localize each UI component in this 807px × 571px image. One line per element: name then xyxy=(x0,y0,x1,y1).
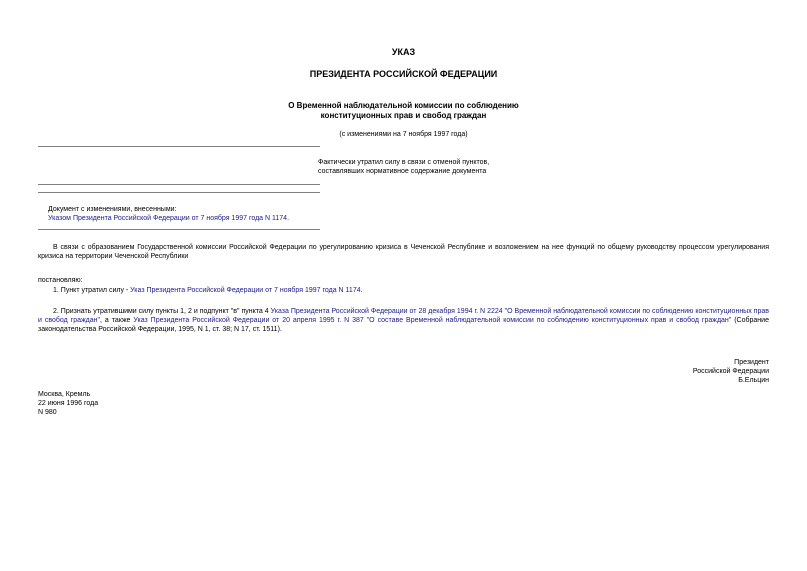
item-2 xyxy=(38,307,769,334)
divider xyxy=(38,146,320,147)
divider xyxy=(38,184,320,185)
decree-word: постановляю: xyxy=(38,277,83,284)
item-2-link-decree-2224[interactable]: Указа Президента Российской Федерации от 28 декабря 1994 г. N 2224 "О Временной наблюдательной комиссии по соблюдению конституционных прав и свобод граждан" xyxy=(38,308,769,325)
footer-date: 22 июня 1996 года xyxy=(38,400,99,408)
status-note-line1: Фактически утратил силу в связи с отменой пунктов, xyxy=(318,159,490,166)
footer-number: N 980 xyxy=(38,409,57,417)
divider xyxy=(38,192,320,193)
item-2-mid: , а также xyxy=(100,317,134,325)
signature-block xyxy=(693,358,769,385)
document-type-title: УКАЗ xyxy=(391,47,416,57)
signature-line1: Президент xyxy=(734,359,769,366)
item-1-prefix: 1. Пункт утратил силу - xyxy=(53,287,131,294)
document-subtitle-line1: О Временной наблюдательной комиссии по соблюдению xyxy=(288,101,519,110)
issuer-title: ПРЕЗИДЕНТА РОССИЙСКОЙ ФЕДЕРАЦИИ xyxy=(309,69,498,79)
signature-line2: Российской Федерации xyxy=(692,368,769,376)
amendments-note: (с изменениями на 7 ноября 1997 года) xyxy=(339,131,468,138)
divider xyxy=(38,229,320,230)
document-subtitle-line2: конституционных прав и свобод граждан xyxy=(320,111,487,120)
status-note xyxy=(318,158,489,176)
changes-label: Документ с изменениями, внесенными: xyxy=(48,206,177,213)
item-1-link[interactable]: Указ Президента Российской Федерации от 7 ноября 1997 года N 1174 xyxy=(130,287,361,294)
item-2-suffix: (Собрание законодательства Российской Федерации, 1995, N 1, ст. 38; N 17, ст. 1511). xyxy=(38,317,769,334)
signature-line3: Б.Ельцин xyxy=(738,377,769,385)
changes-box xyxy=(48,205,289,223)
item-2-prefix: 2. Признать утратившими силу пункты 1, 2 и подпункт "в" пункта 4 xyxy=(53,308,271,315)
preamble-paragraph: В связи с образованием Государственной комиссии Российской Федерации по урегулированию кризиса в Чеченской Республике и возложением на нее функций по общему руководству процессом урегулирования кризиса на территории Чеченской Республики xyxy=(38,244,769,261)
footer-block xyxy=(38,390,98,417)
footer-place: Москва, Кремль xyxy=(38,391,91,398)
changes-link[interactable]: Указом Президента Российской Федерации от 7 ноября 1997 года N 1174. xyxy=(48,215,290,223)
item-2-link-decree-387[interactable]: Указ Президента Российской Федерации от 20 апреля 1995 г. N 387 "О составе Временной наблюдательной комиссии по соблюдению конституционных прав и свобод граждан" xyxy=(133,317,732,325)
item-1 xyxy=(53,286,363,295)
status-note-line2: составлявших нормативное содержание документа xyxy=(318,168,487,176)
item-1-suffix: . xyxy=(360,287,363,294)
